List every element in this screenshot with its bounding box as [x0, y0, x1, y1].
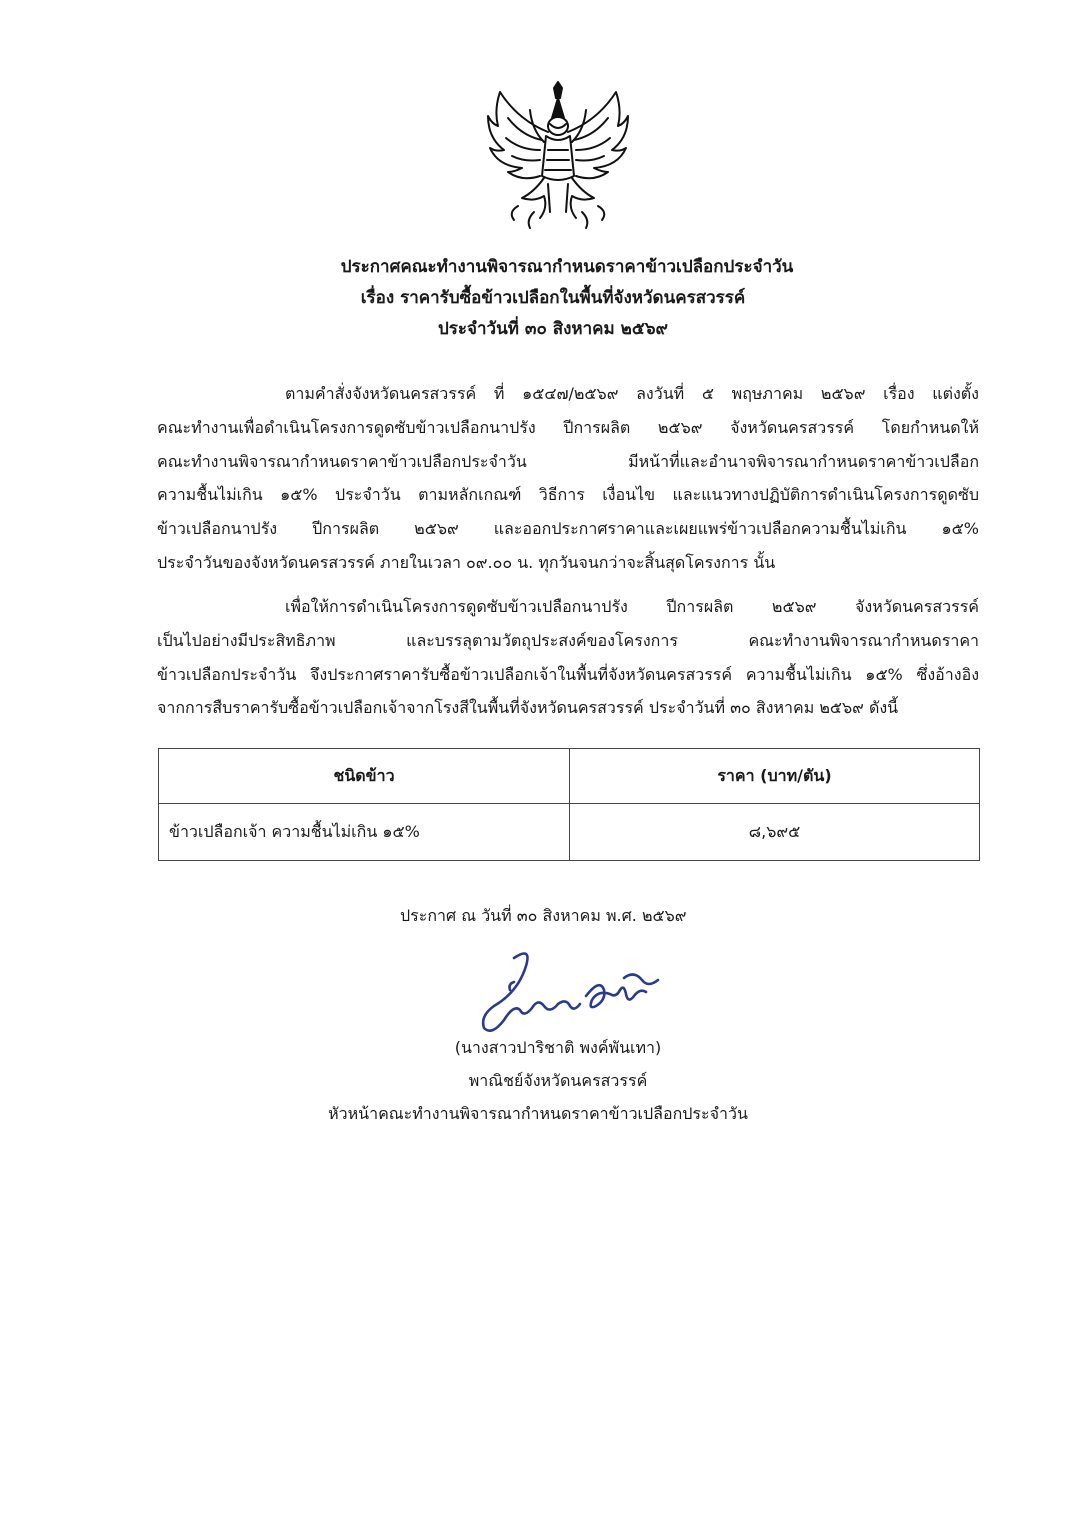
paragraph-1-line: ประจำวันของจังหวัดนครสวรรค์ ภายในเวลา ๐๙.๐๐ น. ทุกวันจนกว่าจะสิ้นสุดโครงการ นั้น [157, 552, 776, 572]
header-price: ราคา (บาท/ตัน) [570, 749, 980, 804]
signer-position: พาณิชย์จังหวัดนครสวรรค์ [468, 1071, 648, 1090]
paragraph-2-line: เป็นไปอย่างมีประสิทธิภาพ และบรรลุตามวัตถุประสงค์ของโครงการ คณะทำงานพิจารณากำหนดราคา [157, 630, 979, 650]
table-header-row [159, 749, 980, 804]
paragraph-1-line: คณะทำงานพิจารณากำหนดราคาข้าวเปลือกประจำวัน มีหน้าที่และอำนาจพิจารณากำหนดราคาข้าวเปลือก [157, 451, 979, 471]
signature-image [474, 944, 670, 1036]
price-table [158, 748, 980, 861]
announcement-date: ประกาศ ณ วันที่ ๓๐ สิงหาคม พ.ศ. ๒๕๖๙ [400, 906, 687, 925]
paragraph-2-line: จากการสืบราคารับซื้อข้าวเปลือกเจ้าจากโรงสีในพื้นที่จังหวัดนครสวรรค์ ประจำวันที่ ๓๐ สิงหาคม ๒๕๖๙ ดังนี้ [157, 698, 899, 718]
title-line-2: เรื่อง ราคารับซื้อข้าวเปลือกในพื้นที่จังหวัดนครสวรรค์ [360, 288, 746, 308]
paragraph-1-line: ความชื้นไม่เกิน ๑๕% ประจำวัน ตามหลักเกณฑ์ วิธีการ เงื่อนไข และแนวทางปฏิบัติการดำเนินโครงการดูดซับ [157, 485, 979, 505]
announcement-title [0, 252, 1076, 345]
paragraph-2 [157, 590, 979, 725]
table-row [159, 804, 980, 861]
paragraph-1 [157, 377, 979, 580]
paragraph-1-line: ข้าวเปลือกนาปรัง ปีการผลิต ๒๕๖๙ และออกประกาศราคาและเผยแพร่ข้าวเปลือกความชื้นไม่เกิน ๑๕% [157, 519, 979, 539]
garuda-emblem-icon [478, 80, 638, 230]
paragraph-1-line: คณะทำงานเพื่อดำเนินโครงการดูดซับข้าวเปลือกนาปรัง ปีการผลิต ๒๕๖๙ จังหวัดนครสวรรค์ โดยกำหนดให้ [157, 417, 979, 437]
signer-role: หัวหน้าคณะทำงานพิจารณากำหนดราคาข้าวเปลือกประจำวัน [328, 1104, 748, 1123]
cell-rice-type: ข้าวเปลือกเจ้า ความชื้นไม่เกิน ๑๕% [159, 804, 570, 861]
paragraph-2-line: ข้าวเปลือกประจำวัน จึงประกาศราคารับซื้อข้าวเปลือกเจ้าในพื้นที่จังหวัดนครสวรรค์ ความชื้นไม่เกิน ๑๕% ซึ่งอ้างอิง [157, 664, 979, 684]
cell-price: ๘,๖๙๕ [570, 804, 980, 861]
signer-name: (นางสาวปาริชาติ พงค์พันเทา) [454, 1038, 662, 1057]
title-line-3: ประจำวันที่ ๓๐ สิงหาคม ๒๕๖๙ [437, 319, 668, 339]
paragraph-2-line: เพื่อให้การดำเนินโครงการดูดซับข้าวเปลือกนาปรัง ปีการผลิต ๒๕๖๙ จังหวัดนครสวรรค์ [285, 597, 979, 616]
title-line-1: ประกาศคณะทำงานพิจารณากำหนดราคาข้าวเปลือกประจำวัน [340, 257, 794, 277]
header-rice-type: ชนิดข้าว [159, 749, 570, 804]
paragraph-1-line: ตามคำสั่งจังหวัดนครสวรรค์ ที่ ๑๕๔๗/๒๕๖๙ ลงวันที่ ๕ พฤษภาคม ๒๕๖๙ เรื่อง แต่งตั้ง [285, 384, 979, 403]
